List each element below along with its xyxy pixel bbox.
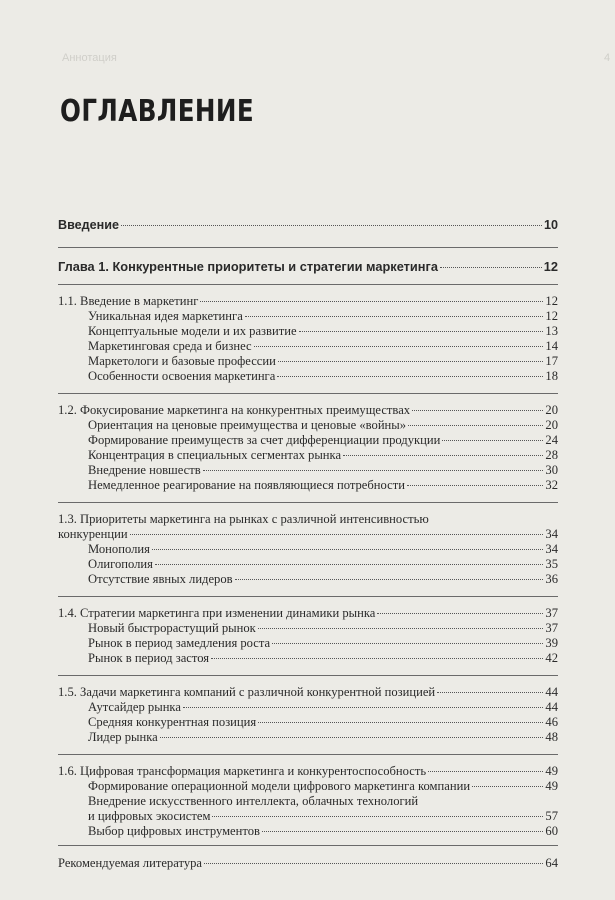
bleed-through-page-number: 4: [604, 52, 611, 64]
dot-leader: [262, 831, 543, 832]
toc-entry-label: Новый быстрорастущий рынок: [88, 621, 256, 635]
toc-entry-label: Введение: [58, 218, 120, 232]
toc-entry-label: Аутсайдер рынка: [88, 700, 181, 714]
toc-entry-label: Маркетинговая среда и бизнес: [88, 339, 252, 353]
dot-leader: [272, 643, 543, 644]
dot-leader: [440, 267, 542, 268]
dot-leader: [299, 331, 544, 332]
toc-entry-subsection[interactable]: [58, 433, 558, 448]
toc-entry-page: 37: [545, 606, 558, 620]
section-1-6: [58, 754, 558, 839]
section-1-1: [58, 284, 558, 384]
toc-entry-label: и цифровых экосистем: [88, 809, 211, 823]
section-1-4: [58, 596, 558, 666]
toc-entry-page: 44: [545, 700, 558, 714]
toc-entry-section[interactable]: [58, 764, 558, 779]
toc-entry-label: Маркетологи и базовые профессии: [88, 354, 276, 368]
toc-entry-label: Особенности освоения маркетинга: [88, 369, 276, 383]
dot-leader: [121, 225, 542, 226]
toc-entry-subsection[interactable]: [58, 478, 558, 493]
toc-entry-page: 37: [545, 621, 558, 635]
table-of-contents: [58, 218, 558, 871]
toc-entry-subsection-line-1[interactable]: Внедрение искусственного интеллекта, облачных технологий: [88, 794, 419, 808]
dot-leader: [155, 564, 543, 565]
toc-entry-subsection[interactable]: [58, 557, 558, 572]
section-1-2: [58, 393, 558, 493]
toc-entry-page: 46: [545, 715, 558, 729]
toc-entry-bibliography[interactable]: [58, 856, 558, 871]
dot-leader: [254, 346, 544, 347]
dot-leader: [204, 863, 543, 864]
dot-leader: [408, 425, 543, 426]
toc-entry-subsection[interactable]: [58, 824, 558, 839]
section-1-5: [58, 675, 558, 745]
toc-entry-label: Средняя конкурентная позиция: [88, 715, 257, 729]
toc-entry-subsection[interactable]: [58, 369, 558, 384]
toc-entry-label: Концептуальные модели и их развитие: [88, 324, 297, 338]
toc-entry-page: 14: [545, 339, 558, 353]
dot-leader: [412, 410, 543, 411]
toc-entry-page: 13: [545, 324, 558, 338]
toc-entry-subsection[interactable]: [58, 621, 558, 636]
toc-entry-page: 39: [545, 636, 558, 650]
dot-leader: [183, 707, 543, 708]
dot-leader: [377, 613, 543, 614]
toc-entry-label: 1.2. Фокусирование маркетинга на конкурентных преимуществах: [58, 403, 411, 417]
toc-entry-label: 1.6. Цифровая трансформация маркетинга и конкурентоспособность: [58, 764, 427, 778]
toc-entry-subsection[interactable]: [58, 542, 558, 557]
toc-entry-page: 10: [543, 218, 558, 232]
toc-entry-subsection[interactable]: [58, 354, 558, 369]
dot-leader: [343, 455, 543, 456]
toc-entry-subsection[interactable]: [58, 324, 558, 339]
toc-entry-section[interactable]: [58, 527, 558, 542]
dot-leader: [152, 549, 544, 550]
toc-entry-subsection[interactable]: [58, 651, 558, 666]
toc-entry-page: 12: [543, 259, 558, 274]
dot-leader: [442, 440, 543, 441]
toc-entry-subsection[interactable]: [58, 463, 558, 478]
dot-leader: [437, 692, 543, 693]
toc-entry-page: 32: [545, 478, 558, 492]
toc-entry-page: 36: [545, 572, 558, 586]
toc-entry-page: 28: [545, 448, 558, 462]
toc-entry-page: 57: [545, 809, 558, 823]
toc-entry-page: 17: [545, 354, 558, 368]
toc-entry-label: Ориентация на ценовые преимущества и ценовые «войны»: [88, 418, 407, 432]
toc-entry-subsection[interactable]: [58, 309, 558, 324]
toc-entry-section[interactable]: [58, 606, 558, 621]
toc-entry-page: 34: [545, 542, 558, 556]
toc-entry-label: Монополия: [88, 542, 150, 556]
toc-entry-page: 48: [545, 730, 558, 744]
toc-entry-label: Рекомендуемая литература: [58, 856, 203, 870]
toc-entry-section[interactable]: [58, 294, 558, 309]
toc-entry-subsection[interactable]: [58, 809, 558, 824]
toc-entry-subsection[interactable]: [58, 339, 558, 354]
dot-leader: [200, 301, 543, 302]
toc-entry-subsection[interactable]: [58, 448, 558, 463]
toc-entry-page: 42: [545, 651, 558, 665]
toc-entry-label: Выбор цифровых инструментов: [88, 824, 260, 838]
toc-entry-subsection[interactable]: [58, 715, 558, 730]
page-title: ОГЛАВЛЕНИЕ: [60, 94, 255, 129]
toc-entry-label: Немедленное реагирование на появляющиеся потребности: [88, 478, 405, 492]
toc-entry-page: 49: [545, 764, 558, 778]
toc-entry-subsection[interactable]: [58, 572, 558, 587]
toc-entry-subsection[interactable]: [58, 418, 558, 433]
toc-entry-page: 20: [545, 403, 558, 417]
toc-entry-page: 44: [545, 685, 558, 699]
dot-leader: [278, 361, 544, 362]
toc-entry-page: 20: [545, 418, 558, 432]
toc-entry-label: Формирование операционной модели цифрового маркетинга компании: [88, 779, 471, 793]
toc-entry-page: 12: [545, 309, 558, 323]
dot-leader: [212, 816, 543, 817]
section-1-3: [58, 502, 558, 587]
toc-entry-label: Внедрение новшеств: [88, 463, 201, 477]
dot-leader: [258, 722, 543, 723]
dot-leader: [130, 534, 544, 535]
toc-entry-subsection[interactable]: [58, 636, 558, 651]
toc-entry-page: 64: [545, 856, 558, 870]
toc-entry-subsection[interactable]: [58, 700, 558, 715]
bleed-through-text: Аннотация: [62, 52, 117, 64]
toc-entry-section-line-1[interactable]: 1.3. Приоритеты маркетинга на рынках с различной интенсивностью: [58, 512, 429, 526]
toc-entry-label: Уникальная идея маркетинга: [88, 309, 243, 323]
toc-entry-label: Концентрация в специальных сегментах рынка: [88, 448, 342, 462]
toc-entry-label: Глава 1. Конкурентные приоритеты и стратегии маркетинга: [58, 259, 438, 274]
toc-entry-label: 1.5. Задачи маркетинга компаний с различной конкурентной позицией: [58, 685, 436, 699]
toc-entry-page: 34: [545, 527, 558, 541]
toc-entry-chapter-1[interactable]: [58, 259, 558, 274]
toc-entry-label: 1.1. Введение в маркетинг: [58, 294, 199, 308]
dot-leader: [160, 737, 544, 738]
bibliography-section: [58, 845, 558, 871]
toc-entry-label: Олигополия: [88, 557, 153, 571]
dot-leader: [235, 579, 544, 580]
dot-leader: [245, 316, 544, 317]
dot-leader: [428, 771, 543, 772]
toc-entry-label: Рынок в период застоя: [88, 651, 210, 665]
dot-leader: [211, 658, 543, 659]
dot-leader: [258, 628, 544, 629]
toc-entry-page: 35: [545, 557, 558, 571]
toc-entry-label: Отсутствие явных лидеров: [88, 572, 233, 586]
toc-entry-section[interactable]: [58, 685, 558, 700]
toc-entry-intro[interactable]: [58, 218, 558, 233]
dot-leader: [203, 470, 544, 471]
dot-leader: [407, 485, 543, 486]
dot-leader: [472, 786, 543, 787]
dot-leader: [277, 376, 543, 377]
toc-entry-subsection[interactable]: [58, 730, 558, 745]
toc-entry-page: 12: [545, 294, 558, 308]
toc-entry-page: 49: [545, 779, 558, 793]
toc-entry-page: 60: [545, 824, 558, 838]
toc-entry-label: 1.4. Стратегии маркетинга при изменении динамики рынка: [58, 606, 376, 620]
toc-entry-label: конкуренции: [58, 527, 128, 541]
toc-entry-page: 30: [545, 463, 558, 477]
toc-entry-page: 24: [545, 433, 558, 447]
toc-entry-label: Лидер рынка: [88, 730, 158, 744]
chapter-1: [58, 247, 558, 871]
toc-entry-label: Рынок в период замедления роста: [88, 636, 271, 650]
toc-entry-section[interactable]: [58, 403, 558, 418]
toc-entry-subsection[interactable]: [58, 779, 558, 794]
toc-entry-label: Формирование преимуществ за счет дифференциации продукции: [88, 433, 441, 447]
toc-entry-page: 18: [545, 369, 558, 383]
